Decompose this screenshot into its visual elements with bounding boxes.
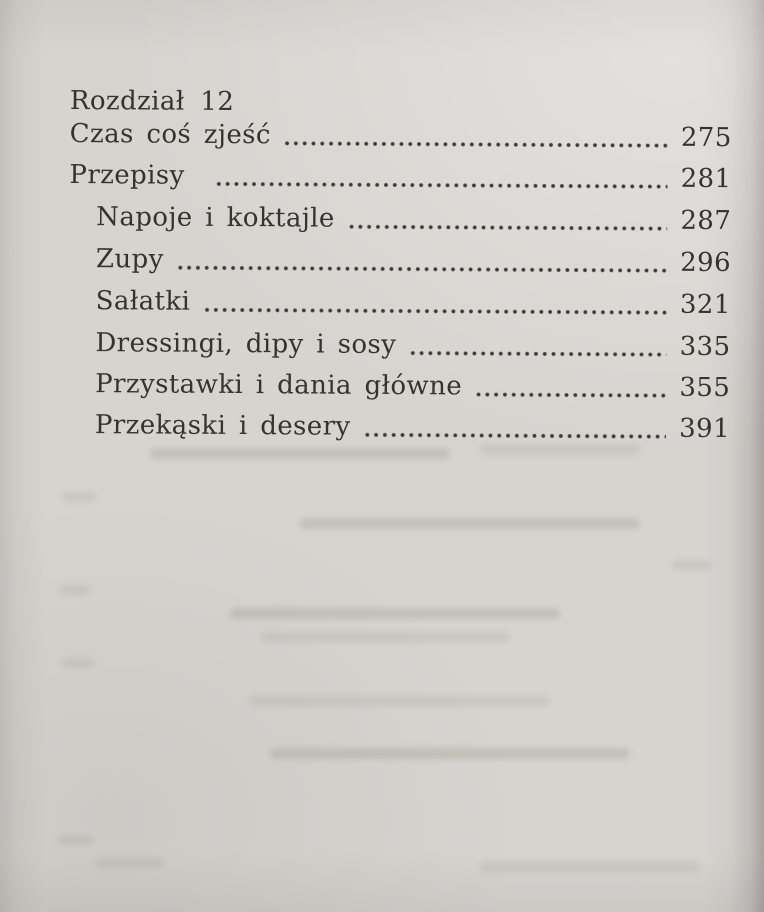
bleedthrough-smudge	[260, 632, 510, 642]
bleedthrough-smudge	[672, 560, 712, 570]
bleedthrough-smudge	[95, 858, 165, 868]
dot-leader	[217, 181, 668, 190]
bleedthrough-smudge	[300, 518, 640, 529]
toc-entry-label: Napoje i koktajle	[96, 202, 335, 234]
toc-entry	[95, 367, 730, 405]
toc-entry-page: 281	[680, 163, 732, 195]
toc-entry	[95, 408, 730, 446]
toc-entry-label: Czas coś zjeść	[69, 118, 272, 151]
toc-entry-page: 287	[680, 205, 732, 237]
toc-entry	[70, 117, 732, 155]
toc-entry	[69, 158, 731, 196]
dot-leader	[364, 432, 665, 440]
dot-leader	[476, 391, 666, 398]
toc-entry-label: Sałatki	[95, 286, 191, 317]
toc-entry-label: Przystawki i dania główne	[95, 369, 463, 402]
bleedthrough-smudge	[60, 585, 90, 595]
dot-leader	[410, 350, 666, 358]
toc-entry-label: Dressingi, dipy i sosy	[95, 328, 397, 360]
bleedthrough-smudge	[150, 448, 450, 459]
chapter-label: Rozdział 12	[69, 86, 235, 118]
toc-entry-page: 391	[679, 413, 731, 445]
dot-leader	[349, 224, 667, 232]
toc-entry	[95, 326, 730, 364]
toc-entry	[96, 200, 731, 238]
bleedthrough-smudge	[270, 748, 630, 759]
dot-leader	[178, 265, 667, 274]
toc-entry-page: 275	[680, 122, 732, 154]
bleedthrough-smudge	[250, 696, 550, 706]
toc-entry-page: 355	[679, 372, 731, 404]
bleedthrough-smudge	[480, 444, 640, 455]
bleedthrough-smudge	[58, 835, 94, 845]
bleedthrough-smudge	[62, 492, 96, 502]
toc-entry-label: Przepisy	[69, 159, 185, 191]
bleedthrough-smudge	[480, 862, 700, 872]
toc-entry-page: 335	[679, 331, 731, 363]
toc-entry-label: Zupy	[95, 244, 164, 275]
toc-entry	[96, 242, 731, 280]
toc-entry-page: 321	[679, 289, 731, 321]
bleedthrough-smudge	[62, 658, 94, 668]
toc-entry-page: 296	[680, 247, 732, 279]
bleedthrough-smudge	[230, 608, 560, 619]
toc-entry	[96, 284, 731, 322]
dot-leader	[204, 307, 666, 316]
toc-entry-label: Przekąski i desery	[94, 410, 351, 442]
dot-leader	[285, 140, 668, 148]
